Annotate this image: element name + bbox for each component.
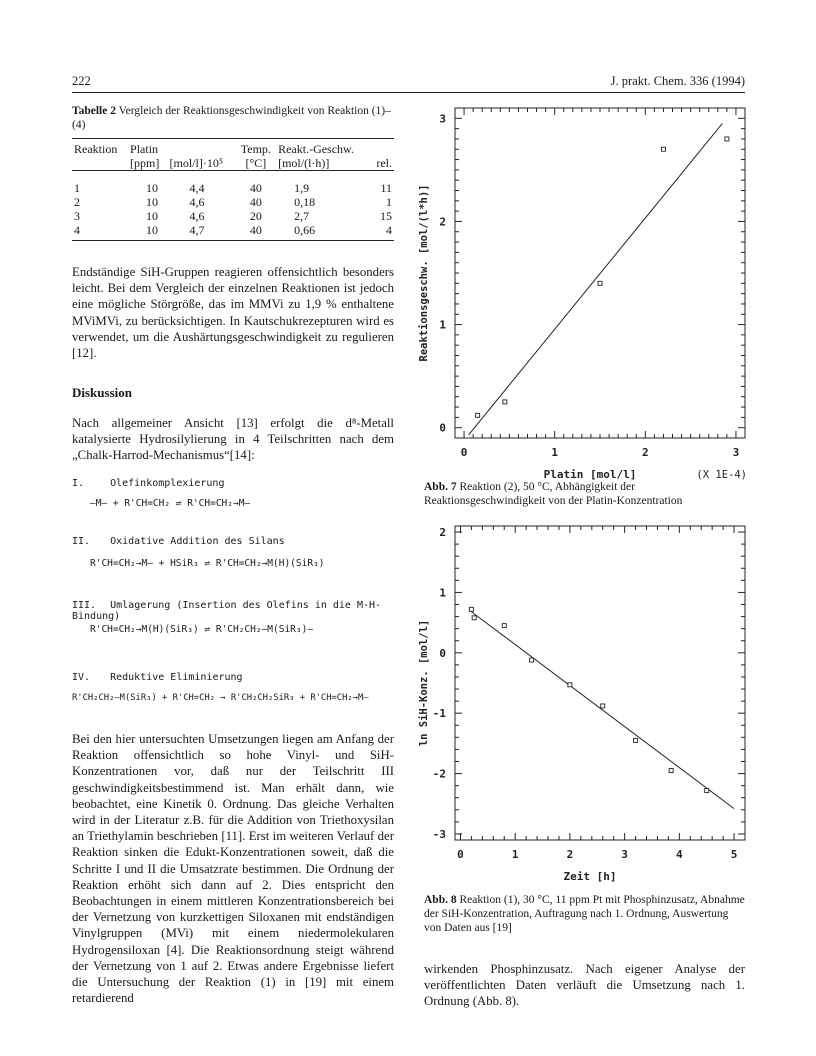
y-tick-label: -3 bbox=[432, 827, 446, 841]
cell-rate: 2,7 bbox=[294, 209, 310, 223]
figure-7-caption-label: Abb. 7 bbox=[424, 481, 457, 493]
y-axis-label: ln SiH-Konz. [mol/l] bbox=[418, 619, 430, 747]
x-axis-multiplier-label: (X 1E-4) bbox=[696, 469, 747, 480]
th2-mol: [mol/l]·10⁵ bbox=[169, 156, 224, 170]
paragraph-2-text: Nach allgemeiner Ansicht [13] erfolgt die d⁸-Metall katalysierte Hydrosilylierung in 4 Teilschritten nach dem „Chalk-Harrod-Mechanismus“[14]: bbox=[72, 416, 394, 463]
table-2 bbox=[72, 138, 394, 241]
cell-temp: 40 bbox=[249, 195, 262, 209]
y-tick-label: 1 bbox=[439, 318, 446, 332]
th2-ppm: [ppm] bbox=[130, 156, 160, 170]
figure-7-chart bbox=[415, 100, 747, 480]
scheme-step-2 bbox=[72, 536, 285, 547]
data-point bbox=[705, 788, 709, 792]
header-rule bbox=[72, 92, 745, 93]
table-spacer bbox=[72, 171, 394, 182]
page-number: 222 bbox=[72, 74, 91, 88]
journal-reference: J. prakt. Chem. 336 (1994) bbox=[610, 74, 745, 88]
th2-rel: rel. bbox=[376, 156, 392, 170]
table-row bbox=[72, 223, 394, 241]
x-tick-label: 0 bbox=[457, 848, 464, 861]
data-point bbox=[503, 400, 507, 404]
step-title: Umlagerung (Insertion des Olefins in die M-H-Bindung) bbox=[72, 600, 382, 622]
x-tick-label: 1 bbox=[511, 848, 519, 861]
paragraph-sih-groups bbox=[72, 264, 394, 361]
figure-8-chart bbox=[415, 518, 747, 890]
th2-0 bbox=[72, 156, 128, 171]
x-axis-label: Platin [mol/l] bbox=[543, 468, 637, 480]
data-point bbox=[530, 658, 534, 662]
paragraph-3-text: Bei den hier untersuchten Umsetzungen liegen am Anfang der Reaktion offensichtlich so hohe Vinyl- und SiH-Konzentrationen vor, daß nur der Teilschritt III geschwindigkeitsbestimmend ist. Man erhält dann, wie beobachtet, eine Kinetik 0. Ordnung. Das gleiche Verhalten wird in der Literatur z.B. für die Addition von Triethoxysilan an Triethylamin beschrieben [11]. Erst im weiteren Verlauf der Reaktion sinken die Edukt-Konzentrationen soweit, daß die Schritte I und II die Umsatzrate bestimmen. Die Ordnung der Reaktion erhöht sich dann auf 2. Dies entspricht den Beobachtungen in einem mittleren Konzentrationsbereich bei der Vernetzung von kurzkettigen Siloxanen mit endständigen Vinylgruppen (MVi) mit einem niedermolekularen Hydrogensiloxan [4]. Die Reaktionsordnung steigt während der Vernetzung von 1 auf 2. Etwas andere Ergebnisse liefert die Untersuchung der Reaktion (1) in [19] mit einem retardierend bbox=[72, 732, 394, 1006]
th-empty bbox=[371, 139, 394, 157]
data-point bbox=[598, 281, 602, 285]
step-title: Olefinkomplexierung bbox=[110, 478, 225, 489]
fit-line bbox=[471, 612, 734, 809]
scheme-step-4 bbox=[72, 672, 243, 683]
th-reaktion: Reaktion bbox=[74, 142, 118, 156]
table-row bbox=[72, 181, 394, 195]
table-header-row-2 bbox=[72, 156, 394, 171]
step-number: I. bbox=[72, 478, 85, 489]
y-tick-label: 2 bbox=[439, 215, 446, 229]
th-platin-mol bbox=[168, 139, 236, 157]
step-equation: R'CH=CH₂→M(H)(SiR₃) ⇌ R'CH₂CH₂—M(SiR₃)— bbox=[90, 624, 314, 635]
y-tick-label: 2 bbox=[439, 526, 446, 540]
cell-reaktion: 3 bbox=[74, 209, 80, 223]
paragraph-kinetics bbox=[72, 731, 394, 1006]
step-equation: R'CH₂CH₂—M(SiR₃) + R'CH=CH₂ → R'CH₂CH₂SiR₃ + R'CH=CH₂→M— bbox=[72, 693, 369, 703]
th-platin: Platin bbox=[130, 142, 159, 156]
data-point bbox=[725, 137, 729, 141]
data-point bbox=[469, 607, 473, 611]
figure-7-caption bbox=[424, 480, 745, 508]
mechanism-scheme bbox=[72, 478, 394, 713]
data-point bbox=[472, 616, 476, 620]
step-equation: R'CH=CH₂→M— + HSiR₃ ⇌ R'CH=CH₂→M(H)(SiR₃) bbox=[90, 558, 325, 569]
data-point bbox=[502, 624, 506, 628]
figure-7-caption-text: Reaktion (2), 50 °C, Abhängigkeit der Reaktionsgeschwindigkeit von der Platin-Konzentration bbox=[424, 481, 683, 507]
scheme-step-1 bbox=[72, 478, 224, 489]
cell-temp: 40 bbox=[249, 223, 262, 237]
paragraph-4-text: wirkenden Phosphinzusatz. Nach eigener Analyse der veröffentlichten Daten verläuft die Umsetzung nach 1. Ordnung (Abb. 8). bbox=[424, 962, 745, 1009]
cell-rel: 11 bbox=[380, 181, 392, 195]
table-row bbox=[72, 209, 394, 223]
paragraph-phosphin bbox=[424, 961, 745, 1010]
paragraph-chalk-harrod bbox=[72, 415, 394, 464]
data-point bbox=[661, 147, 665, 151]
cell-rel: 4 bbox=[386, 223, 392, 237]
data-point bbox=[601, 704, 605, 708]
fit-line bbox=[469, 123, 723, 434]
cell-ppm: 10 bbox=[146, 209, 159, 223]
cell-reaktion: 4 bbox=[74, 223, 80, 237]
x-tick-label: 2 bbox=[642, 446, 649, 459]
cell-rate: 0,18 bbox=[294, 195, 316, 209]
cell-mol: 4,4 bbox=[189, 181, 205, 195]
table-caption-label: Tabelle 2 bbox=[72, 105, 116, 117]
figure-8-caption bbox=[424, 893, 745, 935]
x-tick-label: 1 bbox=[551, 446, 558, 459]
cell-mol: 4,6 bbox=[189, 209, 205, 223]
step-number: II. bbox=[72, 536, 91, 547]
x-tick-label: 3 bbox=[621, 848, 628, 861]
x-tick-label: 0 bbox=[460, 446, 468, 459]
data-point bbox=[634, 738, 638, 742]
figure-8-caption-text: Reaktion (1), 30 °C, 11 ppm Pt mit Phosphinzusatz, Abnahme der SiH-Konzentration, Auftragung nach 1. Ordnung, Auswertung von Daten aus [19] bbox=[424, 894, 745, 934]
cell-mol: 4,7 bbox=[189, 223, 205, 237]
y-tick-label: -1 bbox=[432, 707, 446, 721]
step-title: Oxidative Addition des Silans bbox=[110, 536, 285, 547]
step-title: Reduktive Eliminierung bbox=[110, 672, 243, 683]
data-point bbox=[669, 769, 673, 773]
x-tick-label: 2 bbox=[566, 848, 574, 861]
y-axis-label: Reaktionsgeschw. [mol/(l*h)] bbox=[418, 184, 430, 362]
table-bottom-rule bbox=[72, 241, 394, 242]
figure-8-caption-label: Abb. 8 bbox=[424, 894, 457, 906]
cell-temp: 40 bbox=[249, 181, 262, 195]
y-tick-label: 0 bbox=[439, 421, 446, 435]
cell-reaktion: 2 bbox=[74, 195, 80, 209]
step-number: III. bbox=[72, 600, 97, 611]
cell-temp: 20 bbox=[249, 209, 262, 223]
scheme-step-3 bbox=[72, 600, 394, 622]
data-point bbox=[568, 683, 572, 687]
y-tick-label: -2 bbox=[432, 767, 446, 781]
table-caption-text: Vergleich der Reaktionsgeschwindigkeit von Reaktion (1)–(4) bbox=[72, 105, 391, 131]
cell-rate: 0,66 bbox=[294, 223, 316, 237]
cell-rel: 1 bbox=[386, 195, 392, 209]
y-tick-label: 3 bbox=[439, 112, 446, 126]
table-header-row-1 bbox=[72, 139, 394, 157]
th-temp: Temp. bbox=[240, 142, 271, 156]
cell-mol: 4,6 bbox=[189, 195, 205, 209]
x-tick-label: 4 bbox=[676, 848, 683, 861]
cell-ppm: 10 bbox=[146, 181, 159, 195]
y-tick-label: 0 bbox=[439, 646, 446, 660]
step-number: IV. bbox=[72, 672, 91, 683]
table-caption bbox=[72, 104, 394, 132]
cell-reaktion: 1 bbox=[74, 181, 80, 195]
th2-rate-unit: [mol/(l·h)] bbox=[278, 156, 330, 170]
plot-frame bbox=[455, 526, 745, 840]
th-geschw: Reakt.-Geschw. bbox=[278, 142, 354, 156]
paragraph-1-text: Endständige SiH-Gruppen reagieren offensichtlich besonders leicht. Bei dem Vergleich der einzelnen Reaktionen ist jedoch eine mögliche Störgröße, das im MMVi zu 1,9 % enthaltene MViMVi, zu berücksichtigen. In Kautschukrezepturen wird es verwendet, um die Aushärtungsgeschwindigkeit zu regulieren [12]. bbox=[72, 265, 394, 361]
x-tick-label: 5 bbox=[730, 848, 738, 861]
step-equation: —M— + R'CH=CH₂ ⇌ R'CH=CH₂→M— bbox=[90, 498, 251, 509]
th2-degc: [°C] bbox=[245, 156, 267, 170]
section-heading-diskussion: Diskussion bbox=[72, 385, 132, 400]
x-axis-label: Zeit [h] bbox=[563, 870, 617, 883]
cell-rate: 1,9 bbox=[294, 181, 310, 195]
cell-ppm: 10 bbox=[146, 223, 159, 237]
data-point bbox=[476, 413, 480, 417]
x-tick-label: 3 bbox=[732, 446, 740, 459]
cell-ppm: 10 bbox=[146, 195, 159, 209]
y-tick-label: 1 bbox=[439, 586, 446, 600]
table-row bbox=[72, 195, 394, 209]
cell-rel: 15 bbox=[380, 209, 392, 223]
